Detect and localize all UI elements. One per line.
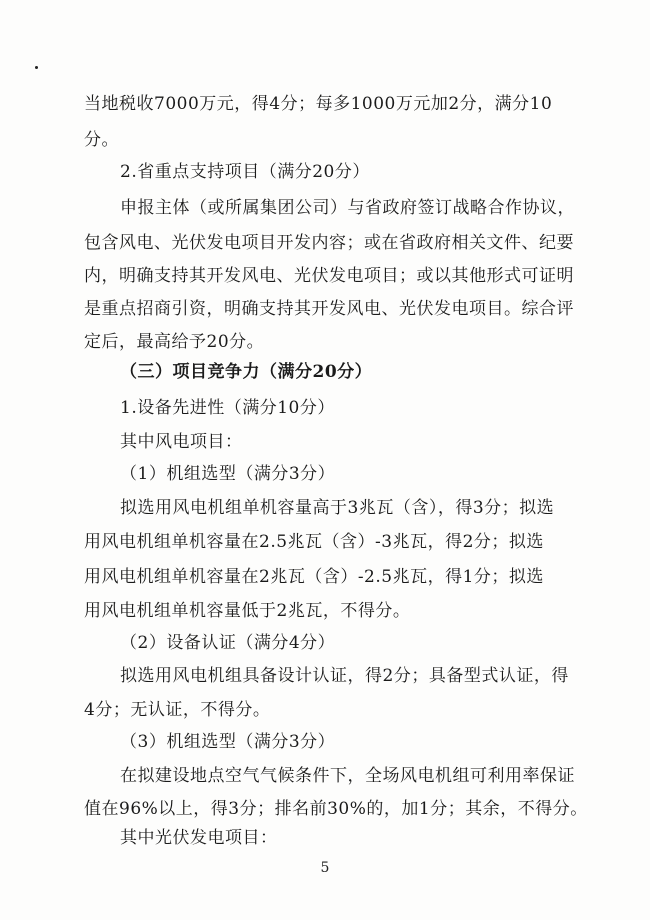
section-heading: 2.省重点支持项目（满分20分） (120, 162, 370, 182)
item-heading: （2）设备认证（满分4分） (120, 633, 336, 653)
paragraph-line: 定后，最高给予20分。 (84, 332, 265, 352)
paragraph-line: 其中光伏发电项目： (120, 828, 278, 848)
paragraph-line: 申报主体（或所属集团公司）与省政府签订战略合作协议， (120, 198, 575, 218)
item-heading: （1）机组选型（满分3分） (120, 464, 336, 484)
paragraph-line: 用风电机组单机容量在2兆瓦（含）-2.5兆瓦，得1分；拟选 (84, 567, 544, 587)
paragraph-line: 内，明确支持其开发风电、光伏发电项目；或以其他形式可证明 (84, 266, 574, 286)
paragraph-line: 拟选用风电机组单机容量高于3兆瓦（含），得3分；拟选 (120, 498, 555, 518)
paragraph-line: 值在96%以上，得3分；排名前30%的，加1分；其余，不得分。 (84, 799, 588, 819)
paragraph-line: 包含风电、光伏发电项目开发内容；或在省政府相关文件、纪要 (84, 233, 574, 253)
paragraph-line: 当地税收7000万元，得4分；每多1000万元加2分，满分10 (84, 94, 553, 114)
paragraph-line: 用风电机组单机容量在2.5兆瓦（含）-3兆瓦，得2分；拟选 (84, 532, 544, 552)
paragraph-line: 用风电机组单机容量低于2兆瓦，不得分。 (84, 601, 411, 621)
subsection-heading: 1.设备先进性（满分10分） (120, 398, 335, 418)
section-heading: （三）项目竞争力（满分20分） (120, 362, 373, 382)
paragraph-line: 是重点招商引资，明确支持其开发风电、光伏发电项目。综合评 (84, 299, 574, 319)
paragraph-line: 4分；无认证，不得分。 (84, 700, 271, 720)
paragraph-line: 分。 (84, 130, 119, 150)
scan-speck (35, 66, 38, 69)
paragraph-line: 在拟建设地点空气气候条件下，全场风电机组可利用率保证 (120, 766, 575, 786)
paragraph-line: 其中风电项目： (120, 432, 243, 452)
paragraph-line: 拟选用风电机组具备设计认证，得2分；具备型式认证，得 (120, 666, 569, 686)
page-number: 5 (320, 860, 330, 876)
item-heading: （3）机组选型（满分3分） (120, 732, 336, 752)
